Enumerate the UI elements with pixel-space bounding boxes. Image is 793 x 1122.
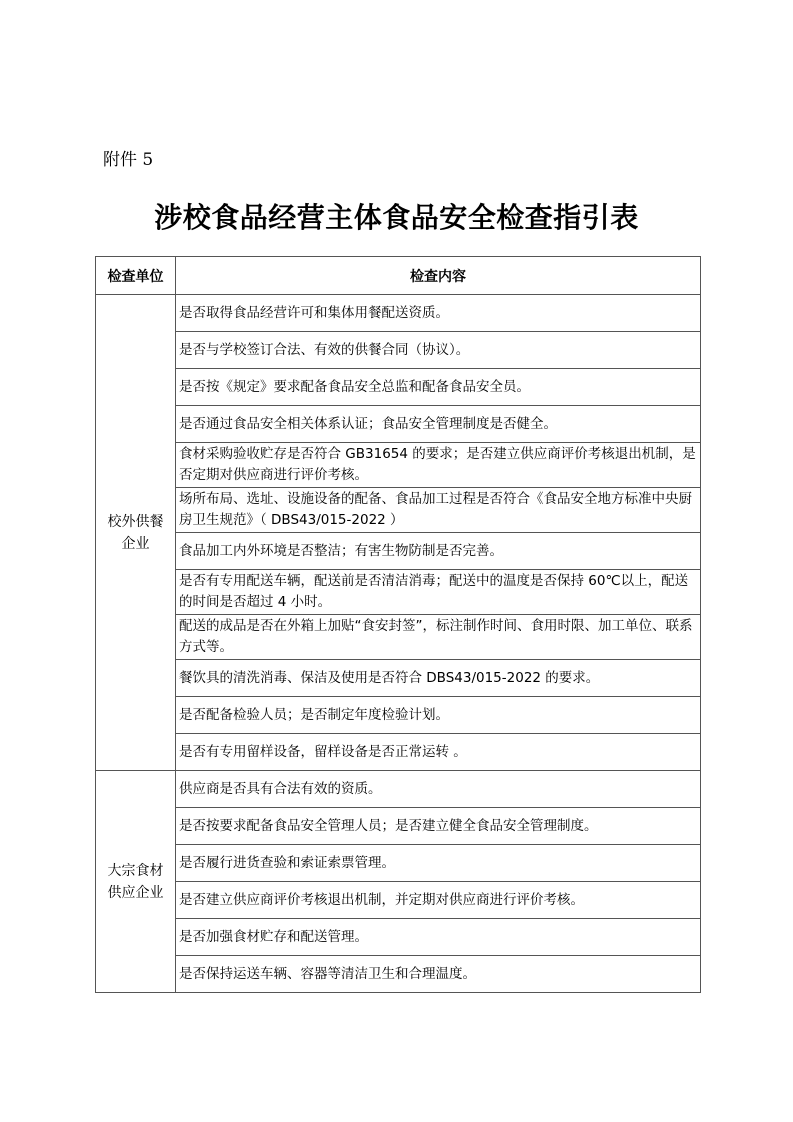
header-inspection-content: 检查内容 (176, 257, 701, 295)
unit-cell-offsite-catering (96, 295, 176, 771)
table-row (96, 919, 701, 956)
table-row (96, 533, 701, 570)
table-row (96, 697, 701, 734)
check-item: 是否履行进货查验和索证索票管理。 (176, 845, 701, 882)
check-item: 配送的成品是否在外箱上加贴“食安封签”，标注制作时间、食用时限、加工单位、联系方式等。 (176, 615, 701, 660)
attachment-label: 附件 5 (103, 150, 154, 170)
check-item: 食品加工内外环境是否整洁；有害生物防制是否完善。 (176, 533, 701, 570)
check-item: 是否按《规定》要求配备食品安全总监和配备食品安全员。 (176, 369, 701, 406)
table-row (96, 734, 701, 771)
check-item: 是否通过食品安全相关体系认证；食品安全管理制度是否健全。 (176, 406, 701, 443)
table-row (96, 956, 701, 993)
check-item: 是否配备检验人员；是否制定年度检验计划。 (176, 697, 701, 734)
check-item: 是否与学校签订合法、有效的供餐合同（协议）。 (176, 332, 701, 369)
table-row (96, 660, 701, 697)
table-row (96, 295, 701, 332)
check-item: 是否有专用配送车辆，配送前是否清洁消毒；配送中的温度是否保持 60℃以上，配送的时间是否超过 4 小时。 (176, 570, 701, 615)
table-row (96, 882, 701, 919)
check-item: 是否建立供应商评价考核退出机制，并定期对供应商进行评价考核。 (176, 882, 701, 919)
check-item: 是否按要求配备食品安全管理人员；是否建立健全食品安全管理制度。 (176, 808, 701, 845)
table-row (96, 332, 701, 369)
unit-label-line: 供应企业 (107, 884, 164, 901)
table-row (96, 771, 701, 808)
check-item: 是否加强食材贮存和配送管理。 (176, 919, 701, 956)
check-item: 场所布局、选址、设施设备的配备、食品加工过程是否符合《食品安全地方标准中央厨房卫生规范》（ DBS43/015-2022 ） (176, 488, 701, 533)
check-item: 餐饮具的清洗消毒、保洁及使用是否符合 DBS43/015-2022 的要求。 (176, 660, 701, 697)
table-row (96, 369, 701, 406)
document-title: 涉校食品经营主体食品安全检查指引表 (154, 201, 639, 234)
table-row (96, 808, 701, 845)
table-row (96, 406, 701, 443)
check-item: 是否保持运送车辆、容器等清洁卫生和合理温度。 (176, 956, 701, 993)
table-row (96, 615, 701, 660)
table-row (96, 845, 701, 882)
unit-label-line: 大宗食材 (107, 862, 164, 879)
unit-cell-bulk-supplier (96, 771, 176, 993)
check-item: 是否取得食品经营许可和集体用餐配送资质。 (176, 295, 701, 332)
table-row (96, 443, 701, 488)
table-row (96, 488, 701, 533)
unit-label-line: 校外供餐 (107, 513, 164, 530)
inspection-guide-table (95, 256, 701, 993)
check-item: 食材采购验收贮存是否符合 GB31654 的要求；是否建立供应商评价考核退出机制，是否定期对供应商进行评价考核。 (176, 443, 701, 488)
table-header-row (96, 257, 701, 295)
check-item: 是否有专用留样设备，留样设备是否正常运转 。 (176, 734, 701, 771)
header-inspection-unit: 检查单位 (96, 257, 176, 295)
unit-label-line: 企业 (121, 535, 150, 552)
table-row (96, 570, 701, 615)
check-item: 供应商是否具有合法有效的资质。 (176, 771, 701, 808)
